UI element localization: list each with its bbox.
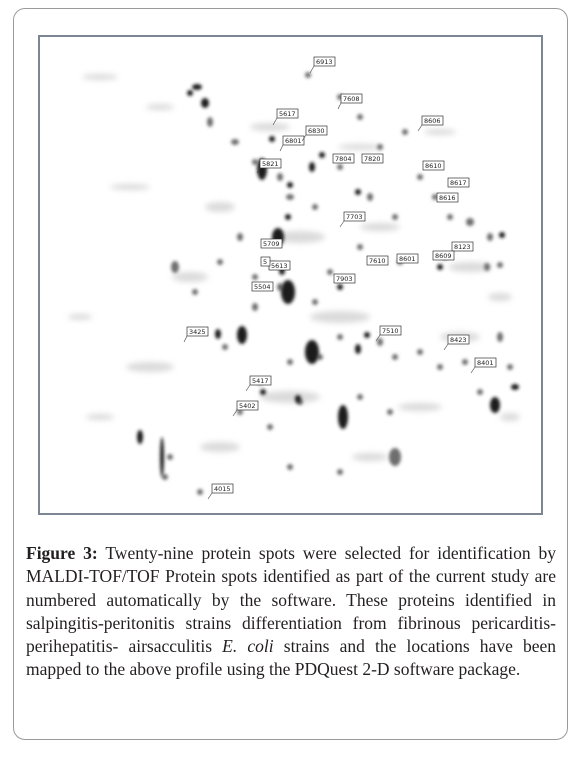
spot-label: 8617 [450, 179, 467, 187]
spot-label: 7510 [382, 327, 399, 335]
spot-label: 7903 [336, 275, 353, 283]
spot-label: 5821 [262, 160, 279, 168]
spot-label: 8601 [399, 255, 416, 263]
spot-label: 8606 [424, 117, 441, 125]
gel-image [38, 35, 543, 515]
spot-label: 5504 [254, 283, 271, 291]
gel-spots-graphic [40, 37, 541, 513]
spot-label: 4015 [214, 485, 231, 493]
figure-caption [26, 542, 556, 682]
spot-label: 5617 [279, 110, 296, 118]
spot-label: 7608 [343, 95, 360, 103]
spot-label: 5 [263, 258, 268, 266]
caption-text-part2: strains and the locations have been mapped to the above profile using the PDQuest 2-D software package. [26, 636, 557, 680]
spot-label: 8123 [454, 243, 471, 251]
spot-label: 8401 [477, 359, 494, 367]
spot-label: 8616 [439, 194, 456, 202]
spot-label: 5417 [252, 377, 269, 385]
caption-italic-organism: E. coli [222, 636, 274, 657]
spot-label: 6830 [308, 127, 325, 135]
spot-label: 3425 [189, 328, 206, 336]
spot-label: 8610 [425, 162, 442, 170]
spot-label: 7703 [346, 213, 363, 221]
spot-label: 7820 [364, 155, 381, 163]
caption-text-part1: Twenty-nine protein spots were selected for identification by MALDI-TOF/TOF Protein spots identified as part of the current study are numbered automatically by the software. These proteins identified in salpingitis-peritonitis strains differentiation from fibrinous pericarditis-perihepatitis- airsacculitis [26, 543, 556, 657]
spot-label: 5402 [239, 402, 256, 410]
spot-label: 6801 [285, 137, 302, 145]
spot-label: 5709 [263, 240, 280, 248]
spot-label: 8423 [450, 336, 467, 344]
spot-label: 6913 [316, 58, 333, 66]
spot-label: 7804 [335, 155, 352, 163]
caption-label: Figure 3: [26, 543, 98, 563]
spot-label: 8609 [435, 252, 452, 260]
spot-label: 7610 [369, 257, 386, 265]
spot-label: 5613 [271, 262, 288, 270]
